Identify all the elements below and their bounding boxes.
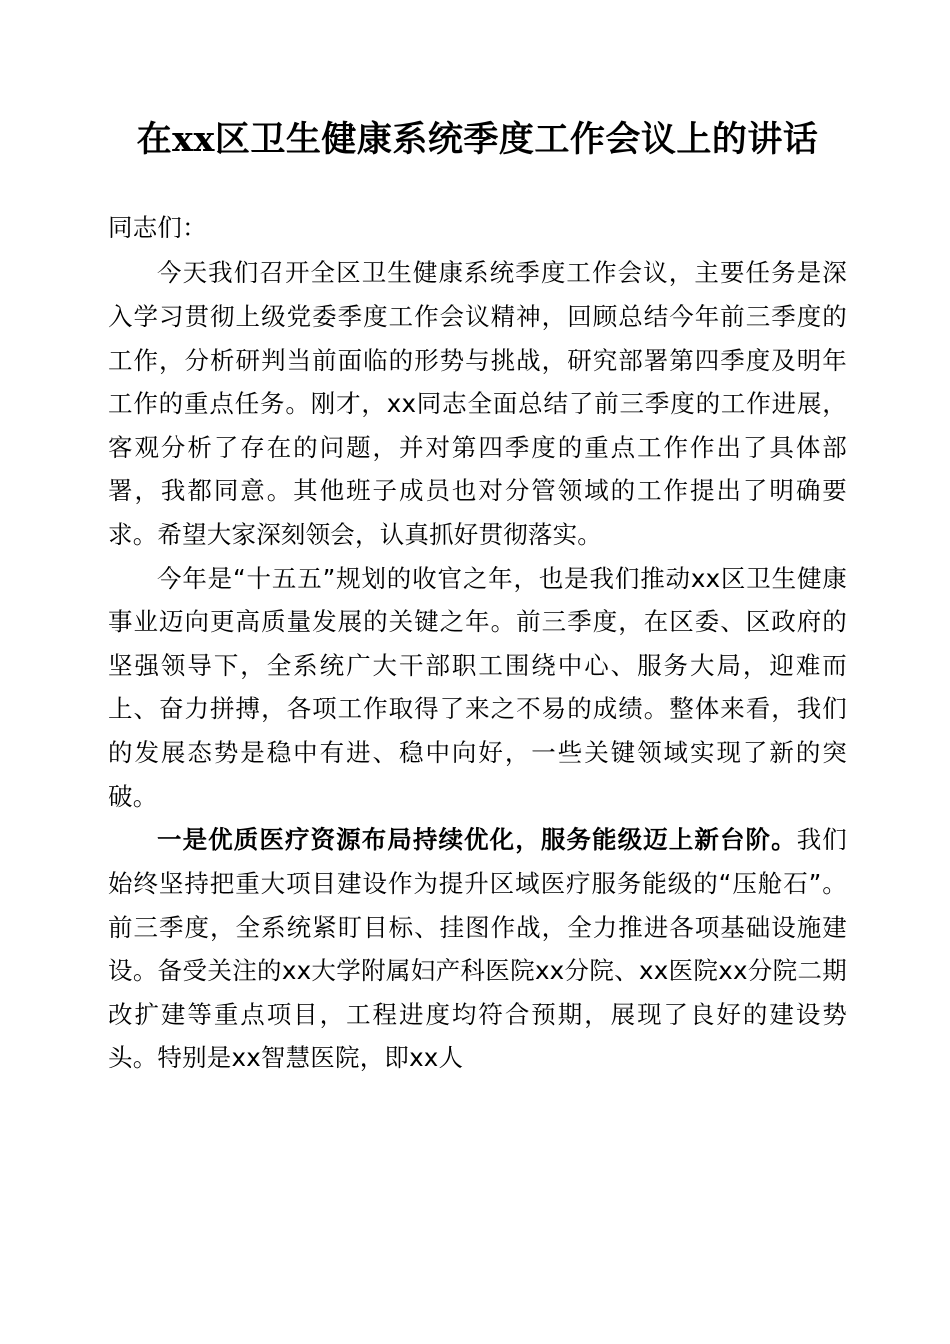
salutation: 同志们：	[108, 212, 207, 242]
paragraph-2: 今年是“十五五”规划的收官之年，也是我们推动xx区卫生健康事业迈向更高质量发展的关键之年。前三季度，在区委、区政府的坚强领导下，全系统广大干部职工围绕中心、服务大局，迎难而上、奋力拼搏，各项工作取得了来之不易的成绩。整体来看，我们的发展态势是稳中有进、稳中向好，一些关键领域实现了新的突破。	[108, 563, 847, 811]
page-title: 在xx区卫生健康系统季度工作会议上的讲话	[136, 119, 819, 160]
paragraph-3-text: 我们始终坚持把重大项目建设作为提升区域医疗服务能级的“压舱石”。前三季度，全系统紧盯目标、挂图作战，全力推进各项基础设施建设。备受关注的xx大学附属妇产科医院xx分院、xx医院xx分院二期改扩建等重点项目，工程进度均符合预期，展现了良好的建设势头。特别是xx智慧医院，即xx人	[108, 825, 847, 1073]
paragraph-1: 今天我们召开全区卫生健康系统季度工作会议，主要任务是深入学习贯彻上级党委季度工作会议精神，回顾总结今年前三季度的工作，分析研判当前面临的形势与挑战，研究部署第四季度及明年工作的重点任务。刚才，xx同志全面总结了前三季度的工作进展，客观分析了存在的问题，并对第四季度的重点工作作出了具体部署，我都同意。其他班子成员也对分管领域的工作提出了明确要求。希望大家深刻领会，认真抓好贯彻落实。	[108, 258, 847, 550]
paragraph-3-lead: 一是优质医疗资源布局持续优化，服务能级迈上新台阶。	[157, 825, 797, 855]
paragraph-3	[108, 818, 847, 1080]
